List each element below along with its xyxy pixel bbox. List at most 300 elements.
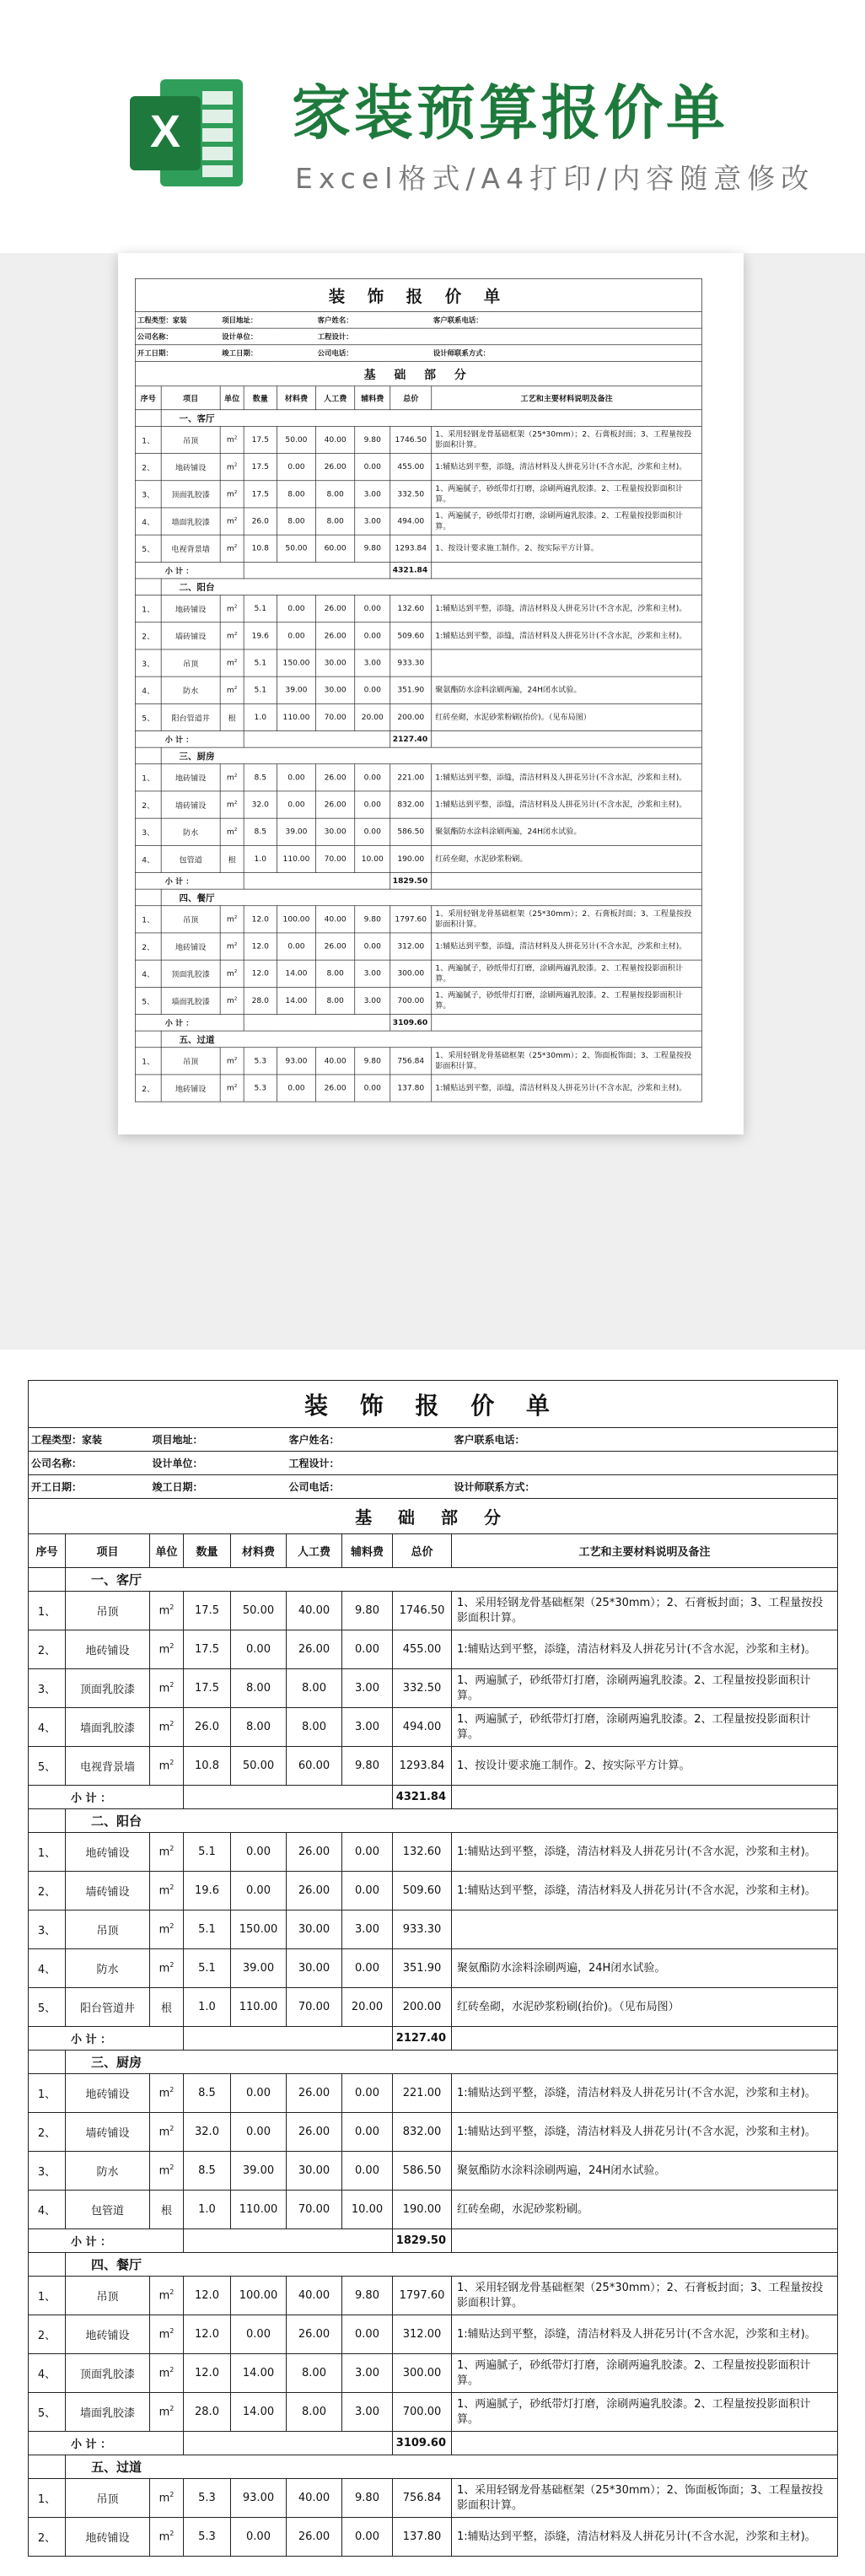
item-unit: $m^2$	[150, 1872, 184, 1910]
room-row	[29, 2051, 838, 2074]
room-row	[29, 1809, 838, 1833]
room-index-cell	[135, 889, 161, 906]
item-material-cost: 110.00	[231, 2191, 287, 2229]
square-superscript: 2	[169, 1681, 175, 1689]
item-qty: 5.3	[244, 1075, 277, 1102]
table-row	[29, 1910, 838, 1949]
item-material-cost: 0.00	[277, 764, 315, 791]
room-index-cell	[29, 2051, 66, 2074]
item-labor-cost: 8.00	[316, 508, 355, 535]
meta-field: 公司电话：	[316, 345, 432, 362]
square-superscript: 2	[234, 489, 238, 495]
subtotal-note	[432, 731, 702, 748]
item-name: 地砖铺设	[161, 595, 220, 622]
item-aux-cost: 0.00	[355, 676, 390, 703]
item-total: 832.00	[393, 2113, 452, 2152]
column-header: 单位	[150, 1534, 184, 1568]
item-labor-cost: 26.00	[316, 764, 355, 791]
item-note: 聚氨酯防水涂料涂刷两遍，24H闭水试验。	[432, 818, 702, 845]
meta-row-1	[135, 312, 701, 329]
item-material-cost: 93.00	[277, 1048, 315, 1075]
item-name: 地砖铺设	[161, 1075, 220, 1102]
item-aux-cost: 9.80	[342, 1592, 393, 1630]
item-total: 933.30	[390, 649, 432, 676]
square-superscript: 2	[169, 2366, 175, 2374]
item-name: 防水	[66, 1949, 150, 1988]
item-name: 墙面乳胶漆	[66, 2393, 150, 2432]
room-row	[29, 1568, 838, 1592]
item-qty: 12.0	[244, 933, 277, 960]
item-name: 电视背景墙	[161, 535, 220, 562]
square-superscript: 2	[169, 1759, 175, 1767]
item-aux-cost: 3.00	[342, 1669, 393, 1708]
item-total: 332.50	[393, 1669, 452, 1708]
square-superscript: 2	[234, 543, 238, 549]
item-name: 地砖铺设	[161, 933, 220, 960]
page-title: 家装预算报价单	[292, 78, 728, 148]
column-header: 材料费	[231, 1534, 287, 1568]
item-material-cost: 39.00	[277, 818, 315, 845]
item-unit: $m^2$	[220, 906, 244, 933]
item-qty: 19.6	[244, 622, 277, 649]
item-qty: 1.0	[244, 703, 277, 730]
item-note: 1、两遍腻子，砂纸带灯打磨，涂刷两遍乳胶漆。2、工程量按投影面积计算。	[452, 1669, 838, 1708]
section-row	[135, 361, 701, 385]
item-name: 吊顶	[66, 2277, 150, 2315]
item-unit: 根	[220, 845, 244, 872]
square-superscript: 2	[169, 1642, 175, 1651]
item-note: 1、两遍腻子，砂纸带灯打磨，涂刷两遍乳胶漆。2、工程量按投影面积计算。	[432, 987, 702, 1014]
item-total: 933.30	[393, 1910, 452, 1949]
item-labor-cost: 26.00	[287, 1833, 342, 1872]
square-superscript: 2	[169, 2164, 175, 2172]
item-no: 4、	[135, 676, 161, 703]
item-name: 吊顶	[66, 1592, 150, 1630]
item-qty: 28.0	[184, 2393, 231, 2432]
item-note: 1、采用轻钢龙骨基础框架（25*30mm）；2、饰面板饰面；3、工程量按投影面积计算。	[432, 1048, 702, 1075]
item-material-cost: 150.00	[231, 1910, 287, 1949]
item-qty: 26.0	[184, 1708, 231, 1747]
item-no: 4、	[29, 1949, 66, 1988]
item-material-cost: 0.00	[277, 1075, 315, 1102]
meta-field: 竣工日期：	[150, 1475, 287, 1499]
room-title: 三、厨房	[66, 2051, 838, 2074]
item-note: 1:辅贴达到平整，添缝，清洁材料及人拼花另计(不含水泥，沙浆和主材)。	[432, 595, 702, 622]
item-aux-cost: 9.80	[355, 535, 390, 562]
item-unit: $m^2$	[150, 1747, 184, 1786]
item-note: 1、按设计要求施工制作。2、按实际平方计算。	[432, 535, 702, 562]
item-labor-cost: 40.00	[287, 1592, 342, 1630]
column-header: 工艺和主要材料说明及备注	[432, 386, 702, 410]
item-qty: 28.0	[244, 987, 277, 1014]
item-note: 1:辅贴达到平整，添缝，清洁材料及人拼花另计(不含水泥，沙浆和主材)。	[432, 1075, 702, 1102]
table-row	[29, 2277, 838, 2315]
item-labor-cost: 30.00	[287, 2152, 342, 2191]
item-no: 2、	[29, 2518, 66, 2557]
item-name: 墙砖铺设	[161, 622, 220, 649]
subtotal-value: 3109.60	[393, 2432, 452, 2455]
item-qty: 17.5	[184, 1592, 231, 1630]
item-material-cost: 14.00	[231, 2354, 287, 2393]
item-qty: 5.1	[244, 676, 277, 703]
item-total: 1293.84	[390, 535, 432, 562]
room-index-cell	[29, 2455, 66, 2479]
item-no: 3、	[135, 481, 161, 508]
room-row	[29, 2455, 838, 2479]
subtotal-row	[29, 2027, 838, 2051]
subtotal-note	[432, 1015, 702, 1032]
item-labor-cost: 8.00	[316, 960, 355, 987]
item-note: 1、采用轻钢龙骨基础框架（25*30mm）；2、石膏板封面；3、工程量按投影面积计算。	[432, 906, 702, 933]
subtotal-row	[29, 1786, 838, 1809]
item-unit: $m^2$	[150, 1910, 184, 1949]
item-name: 阳台管道井	[66, 1988, 150, 2027]
item-unit: $m^2$	[220, 481, 244, 508]
item-note: 1、两遍腻子，砂纸带灯打磨，涂刷两遍乳胶漆。2、工程量按投影面积计算。	[452, 1708, 838, 1747]
item-qty: 5.3	[244, 1048, 277, 1075]
item-material-cost: 39.00	[277, 676, 315, 703]
column-header: 辅料费	[355, 386, 390, 410]
page-subtitle: Excel格式/A4打印/内容随意修改	[295, 162, 815, 195]
subtotal-spacer	[244, 562, 390, 579]
item-note: 1、采用轻钢龙骨基础框架（25*30mm）；2、石膏板封面；3、工程量按投影面积计算。	[432, 426, 702, 453]
table-row	[29, 2152, 838, 2191]
item-no: 1、	[135, 764, 161, 791]
item-aux-cost: 0.00	[342, 2315, 393, 2354]
item-note: 聚氨酯防水涂料涂刷两遍，24H闭水试验。	[452, 1949, 838, 1988]
item-material-cost: 14.00	[231, 2393, 287, 2432]
table-row	[29, 1669, 838, 1708]
subtotal-note	[452, 2432, 838, 2455]
room-index-cell	[135, 1031, 161, 1048]
item-labor-cost: 26.00	[316, 1075, 355, 1102]
item-labor-cost: 8.00	[316, 987, 355, 1014]
table-row	[29, 1949, 838, 1988]
item-name: 吊顶	[66, 2479, 150, 2518]
room-title: 二、阳台	[66, 1809, 838, 1833]
column-header: 项目	[161, 386, 220, 410]
item-no: 2、	[29, 2113, 66, 2152]
square-superscript: 2	[234, 968, 238, 974]
subtotal-value: 2127.40	[390, 731, 432, 748]
item-note: 红砖垒砌，水泥砂浆粉刷(抬价)。（见布局图）	[452, 1988, 838, 2027]
item-total: 312.00	[390, 933, 432, 960]
item-material-cost: 0.00	[231, 2518, 287, 2557]
item-qty: 19.6	[184, 1872, 231, 1910]
item-no: 3、	[29, 1910, 66, 1949]
item-aux-cost: 0.00	[342, 2518, 393, 2557]
header-row	[135, 386, 701, 410]
table-row	[135, 1048, 701, 1075]
item-note: 1、按设计要求施工制作。2、按实际平方计算。	[452, 1747, 838, 1786]
item-note: 红砖垒砌，水泥砂浆粉刷。	[432, 845, 702, 872]
item-name: 墙砖铺设	[66, 1872, 150, 1910]
item-material-cost: 93.00	[231, 2479, 287, 2518]
sheet-preview	[118, 253, 744, 1134]
item-note: 红砖垒砌，水泥砂浆粉刷(抬价)。（见布局图）	[432, 703, 702, 730]
item-no: 1、	[29, 2277, 66, 2315]
item-no: 1、	[29, 1592, 66, 1630]
item-aux-cost: 9.80	[342, 2479, 393, 2518]
item-note: 1:辅贴达到平整，添缝，清洁材料及人拼花另计(不含水泥，沙浆和主材)。	[432, 764, 702, 791]
item-labor-cost: 26.00	[316, 595, 355, 622]
item-aux-cost: 3.00	[342, 2393, 393, 2432]
item-total: 221.00	[393, 2074, 452, 2113]
table-row	[135, 676, 701, 703]
item-aux-cost: 0.00	[355, 933, 390, 960]
item-labor-cost: 40.00	[316, 1048, 355, 1075]
item-labor-cost: 26.00	[316, 933, 355, 960]
item-name: 地砖铺设	[66, 2315, 150, 2354]
table-row	[29, 2074, 838, 2113]
item-total: 455.00	[393, 1630, 452, 1669]
item-material-cost: 0.00	[277, 622, 315, 649]
meta-field: 开工日期：	[135, 345, 220, 362]
item-qty: 17.5	[244, 426, 277, 453]
item-unit: $m^2$	[150, 2315, 184, 2354]
item-note: 1:辅贴达到平整，添缝，清洁材料及人拼花另计(不含水泥，沙浆和主材)。	[452, 2315, 838, 2354]
meta-row-3	[135, 345, 701, 362]
item-total: 312.00	[393, 2315, 452, 2354]
room-index-cell	[29, 1568, 66, 1592]
subtotal-row	[135, 562, 701, 579]
item-aux-cost: 10.00	[342, 2191, 393, 2229]
meta-field: 设计单位：	[220, 328, 315, 345]
meta-field: 项目地址：	[150, 1428, 287, 1452]
subtotal-label: 小 计 ：	[29, 2027, 184, 2051]
square-superscript: 2	[234, 941, 238, 947]
room-title: 四、餐厅	[66, 2253, 838, 2277]
item-total: 1797.60	[390, 906, 432, 933]
table-row	[135, 454, 701, 481]
item-name: 墙砖铺设	[66, 2113, 150, 2152]
subtotal-note	[452, 2229, 838, 2253]
item-unit: $m^2$	[150, 1833, 184, 1872]
square-superscript: 2	[169, 2125, 175, 2133]
table-row	[135, 933, 701, 960]
item-material-cost: 0.00	[231, 2113, 287, 2152]
meta-field: 开工日期：	[29, 1475, 150, 1499]
subtotal-row	[29, 2432, 838, 2455]
item-no: 2、	[135, 933, 161, 960]
hero-banner	[0, 0, 865, 253]
item-note: 1、两遍腻子，砂纸带灯打磨，涂刷两遍乳胶漆。2、工程量按投影面积计算。	[432, 481, 702, 508]
item-qty: 12.0	[184, 2277, 231, 2315]
item-unit: $m^2$	[220, 933, 244, 960]
item-unit: $m^2$	[220, 791, 244, 818]
column-header: 辅料费	[342, 1534, 393, 1568]
item-material-cost: 110.00	[277, 703, 315, 730]
table-row	[135, 535, 701, 562]
item-name: 包管道	[161, 845, 220, 872]
table-row	[29, 2113, 838, 2152]
item-aux-cost: 0.00	[342, 2152, 393, 2191]
item-labor-cost: 26.00	[287, 2074, 342, 2113]
item-unit: $m^2$	[220, 595, 244, 622]
item-total: 455.00	[390, 454, 432, 481]
room-title: 一、客厅	[66, 1568, 838, 1592]
item-note: 1:辅贴达到平整，添缝，清洁材料及人拼花另计(不含水泥，沙浆和主材)。	[452, 1833, 838, 1872]
item-unit: 根	[150, 2191, 184, 2229]
item-labor-cost: 30.00	[316, 818, 355, 845]
item-material-cost: 0.00	[231, 2074, 287, 2113]
column-header: 单位	[220, 386, 244, 410]
table-row	[135, 906, 701, 933]
item-qty: 12.0	[244, 960, 277, 987]
item-aux-cost: 3.00	[355, 649, 390, 676]
room-index-cell	[135, 579, 161, 595]
square-superscript: 2	[169, 1883, 175, 1892]
item-total: 586.50	[390, 818, 432, 845]
item-note: 1、两遍腻子，砂纸带灯打磨，涂刷两遍乳胶漆。2、工程量按投影面积计算。	[432, 508, 702, 535]
square-superscript: 2	[169, 2327, 175, 2336]
item-no: 2、	[29, 1630, 66, 1669]
square-superscript: 2	[169, 1922, 175, 1931]
meta-field	[452, 1452, 838, 1475]
meta-row-3	[29, 1475, 838, 1499]
item-name: 吊顶	[161, 426, 220, 453]
item-aux-cost: 9.80	[355, 426, 390, 453]
item-total: 332.50	[390, 481, 432, 508]
item-labor-cost: 70.00	[316, 845, 355, 872]
item-no: 3、	[135, 818, 161, 845]
square-superscript: 2	[234, 773, 238, 779]
subtotal-label: 小 计 ：	[135, 562, 244, 579]
item-note: 聚氨酯防水涂料涂刷两遍，24H闭水试验。	[432, 676, 702, 703]
item-total: 494.00	[390, 508, 432, 535]
item-name: 地砖铺设	[161, 764, 220, 791]
table-row	[29, 1833, 838, 1872]
item-material-cost: 39.00	[231, 2152, 287, 2191]
item-total: 832.00	[390, 791, 432, 818]
item-aux-cost: 3.00	[355, 960, 390, 987]
item-aux-cost: 3.00	[355, 481, 390, 508]
item-material-cost: 0.00	[277, 791, 315, 818]
meta-field: 客户联系电话：	[452, 1428, 838, 1452]
item-unit: $m^2$	[150, 1592, 184, 1630]
item-qty: 12.0	[184, 2315, 231, 2354]
item-qty: 17.5	[184, 1669, 231, 1708]
room-row	[135, 747, 701, 764]
item-name: 地砖铺设	[161, 454, 220, 481]
item-note: 1:辅贴达到平整，添缝，清洁材料及人拼花另计(不含水泥，沙浆和主材)。	[452, 1630, 838, 1669]
sheet-caption: 装 饰 报 价 单	[135, 278, 701, 311]
item-material-cost: 50.00	[277, 535, 315, 562]
item-aux-cost: 0.00	[355, 764, 390, 791]
square-superscript: 2	[234, 995, 238, 1002]
column-header: 序号	[135, 386, 161, 410]
item-qty: 1.0	[184, 1988, 231, 2027]
item-no: 4、	[29, 1708, 66, 1747]
subtotal-row	[29, 2229, 838, 2253]
item-unit: $m^2$	[150, 1630, 184, 1669]
square-superscript: 2	[169, 1720, 175, 1728]
item-labor-cost: 70.00	[287, 1988, 342, 2027]
item-qty: 17.5	[184, 1630, 231, 1669]
room-row	[29, 2253, 838, 2277]
subtotal-spacer	[244, 873, 390, 890]
subtotal-value: 4321.84	[390, 562, 432, 579]
item-no: 5、	[29, 1747, 66, 1786]
item-qty: 12.0	[244, 906, 277, 933]
column-header: 序号	[29, 1534, 66, 1568]
meta-field	[432, 328, 702, 345]
room-title: 四、餐厅	[161, 889, 701, 906]
room-index-cell	[135, 747, 161, 764]
item-name: 地砖铺设	[66, 2518, 150, 2557]
item-material-cost: 100.00	[231, 2277, 287, 2315]
square-superscript: 2	[169, 1845, 175, 1853]
header-row	[29, 1534, 838, 1568]
item-total: 1746.50	[393, 1592, 452, 1630]
item-note: 红砖垒砌，水泥砂浆粉刷。	[452, 2191, 838, 2229]
item-labor-cost: 8.00	[287, 1708, 342, 1747]
column-header: 工艺和主要材料说明及备注	[452, 1534, 838, 1568]
item-total: 200.00	[393, 1988, 452, 2027]
table-row	[29, 1872, 838, 1910]
item-labor-cost: 60.00	[287, 1747, 342, 1786]
item-no: 2、	[135, 622, 161, 649]
subtotal-value: 1829.50	[393, 2229, 452, 2253]
table-row	[135, 622, 701, 649]
item-material-cost: 0.00	[231, 1630, 287, 1669]
item-note: 1、两遍腻子，砂纸带灯打磨，涂刷两遍乳胶漆。2、工程量按投影面积计算。	[452, 2393, 838, 2432]
item-note: 1:辅贴达到平整，添缝，清洁材料及人拼花另计(不含水泥，沙浆和主材)。	[432, 622, 702, 649]
room-row	[135, 579, 701, 595]
item-total: 351.90	[390, 676, 432, 703]
square-superscript: 2	[169, 2086, 175, 2094]
item-name: 阳台管道井	[161, 703, 220, 730]
item-unit: $m^2$	[220, 622, 244, 649]
room-index-cell	[29, 1809, 66, 1833]
table-row	[135, 845, 701, 872]
item-no: 5、	[135, 987, 161, 1014]
column-header: 项目	[66, 1534, 150, 1568]
item-labor-cost: 30.00	[316, 649, 355, 676]
item-unit: $m^2$	[220, 649, 244, 676]
item-qty: 8.5	[244, 764, 277, 791]
item-qty: 5.3	[184, 2479, 231, 2518]
item-material-cost: 50.00	[231, 1592, 287, 1630]
item-labor-cost: 26.00	[316, 622, 355, 649]
item-name: 防水	[161, 676, 220, 703]
item-qty: 5.3	[184, 2518, 231, 2557]
square-superscript: 2	[234, 603, 238, 610]
item-aux-cost: 0.00	[342, 2113, 393, 2152]
item-material-cost: 8.00	[277, 508, 315, 535]
item-no: 4、	[29, 2191, 66, 2229]
subtotal-label: 小 计 ：	[29, 2432, 184, 2455]
item-labor-cost: 26.00	[287, 2113, 342, 2152]
item-no: 1、	[135, 906, 161, 933]
item-material-cost: 110.00	[277, 845, 315, 872]
item-qty: 10.8	[184, 1747, 231, 1786]
section-title: 基 础 部 分	[29, 1499, 838, 1534]
item-qty: 32.0	[184, 2113, 231, 2152]
meta-field: 设计师联系方式：	[452, 1475, 838, 1499]
item-name: 防水	[161, 818, 220, 845]
item-no: 5、	[29, 2393, 66, 2432]
item-no: 1、	[29, 1833, 66, 1872]
item-qty: 5.1	[244, 595, 277, 622]
subtotal-row	[135, 731, 701, 748]
item-unit: $m^2$	[220, 454, 244, 481]
item-note: 1、两遍腻子，砂纸带灯打磨，涂刷两遍乳胶漆。2、工程量按投影面积计算。	[432, 960, 702, 987]
table-row	[135, 987, 701, 1014]
item-total: 509.60	[393, 1872, 452, 1910]
item-material-cost: 110.00	[231, 1988, 287, 2027]
square-superscript: 2	[234, 1083, 238, 1089]
